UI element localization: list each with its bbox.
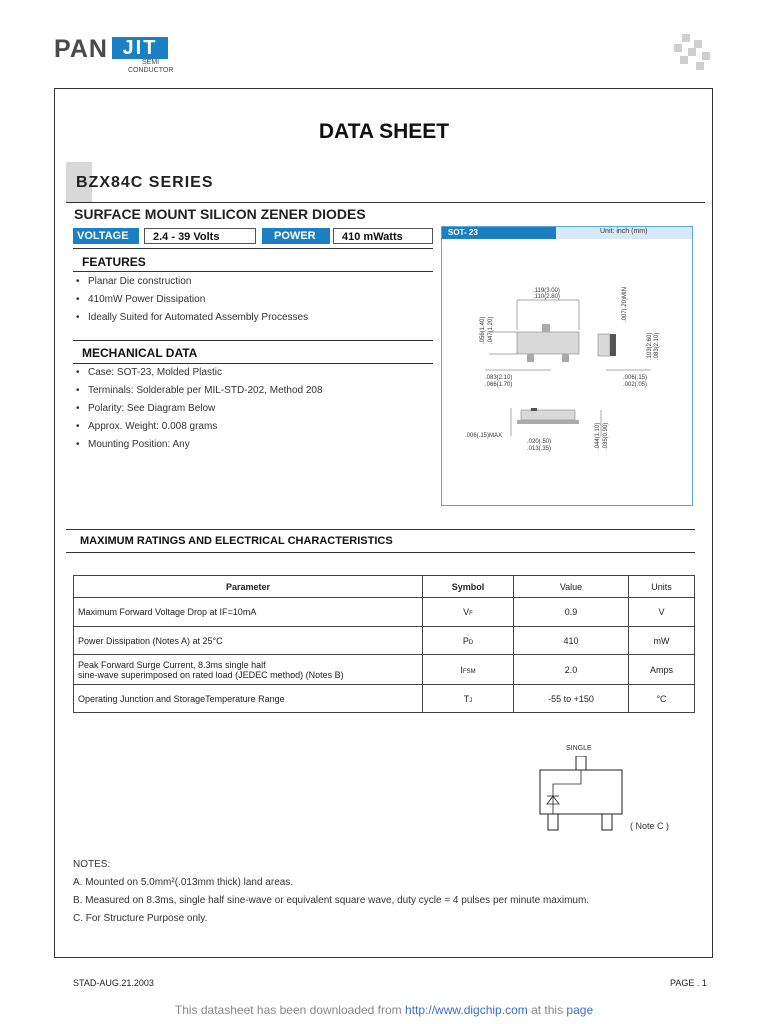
dim-label: .002(.05) (623, 382, 648, 388)
table-row (74, 627, 695, 655)
dim-label: .066(1.70) (485, 382, 513, 388)
symbol-cell: IFSM (423, 655, 514, 685)
list-item: • Ideally Suited for Automated Assembly Processes (76, 309, 436, 327)
ratings-table (73, 575, 695, 713)
package-name: SOT- 23 (442, 227, 556, 239)
power-label: POWER (262, 228, 330, 244)
features-list (76, 273, 436, 327)
list-item: • Approx. Weight: 0.008 grams (76, 418, 436, 436)
page-number: PAGE . 1 (670, 978, 707, 988)
list-item: • Terminals: Solderable per MIL-STD-202, Method 208 (76, 382, 436, 400)
package-lead (527, 354, 534, 362)
dim-label: .013(.35) (527, 446, 552, 452)
sot23-outline-drawing (441, 240, 693, 506)
value-cell: -55 to +150 (514, 685, 629, 713)
param-cell: Peak Forward Surge Current, 8.3ms single half sine-wave superimposed on rated load (JEDEC method) (Notes B) (74, 655, 423, 685)
divider (66, 202, 705, 203)
list-item: • Planar Die construction (76, 273, 436, 291)
product-subtitle: SURFACE MOUNT SILICON ZENER DIODES (74, 206, 366, 222)
diagram-label: SINGLE (566, 745, 592, 752)
table-row (74, 598, 695, 627)
voltage-label: VOLTAGE (73, 228, 139, 244)
dim-label: .035(0.90) (603, 422, 609, 450)
package-body-top (517, 332, 579, 354)
package-body-side (598, 334, 610, 356)
dim-label: .103(2.60) (647, 332, 653, 360)
digchip-link[interactable]: http://www.digchip.com (405, 1003, 528, 1017)
dim-label: .006(.15) (623, 375, 648, 381)
unit-cell: V (629, 598, 695, 627)
features-heading: FEATURES (82, 255, 146, 269)
param-cell: Power Dissipation (Notes A) at 25°C (74, 627, 423, 655)
logo-subtext: SEMI CONDUCTOR (128, 59, 174, 74)
list-item: • 410mW Power Dissipation (76, 291, 436, 309)
voltage-value: 2.4 - 39 Volts (144, 228, 256, 244)
column-header: Value (514, 576, 629, 598)
power-value: 410 mWatts (333, 228, 433, 244)
dim-label: .083(2.10) (654, 332, 660, 360)
logo-jit-badge: JIT (112, 37, 168, 59)
dim-label: .006(.15)MAX (465, 433, 503, 439)
param-cell: Maximum Forward Voltage Drop at IF=10mA (74, 598, 423, 627)
dim-label: .083(2.10) (485, 375, 513, 381)
symbol-cell: PD (423, 627, 514, 655)
dim-label: .007(.20)MIN (622, 286, 628, 322)
dim-label: .056(1.40) (480, 316, 486, 344)
single-zener-diagram (530, 756, 630, 836)
package-unit: Unit: inch (mm) (600, 228, 648, 235)
dim-label: .047(1.20) (488, 316, 494, 344)
diagram-note: ( Note C ) (630, 821, 670, 831)
max-ratings-heading: MAXIMUM RATINGS AND ELECTRICAL CHARACTERISTICS (80, 535, 393, 547)
package-lead (562, 354, 569, 362)
download-notice: This datasheet has been downloaded from http://www.digchip.com at this page (174, 1003, 594, 1017)
table-row (74, 655, 695, 685)
value-cell: 0.9 (514, 598, 629, 627)
mechanical-heading: MECHANICAL DATA (82, 346, 198, 360)
page-link[interactable]: page (566, 1003, 594, 1017)
list-item: • Polarity: See Diagram Below (76, 400, 436, 418)
note-c: C. For Structure Purpose only. (73, 913, 208, 924)
doc-code: STAD-AUG.21.2003 (73, 978, 154, 988)
notes-heading: NOTES: (73, 859, 111, 870)
logo-pan-text: PAN (54, 35, 108, 63)
package-lead (542, 324, 550, 332)
table-header-row (74, 576, 695, 598)
package-body-end (521, 410, 575, 420)
list-item: • Mounting Position: Any (76, 436, 436, 454)
divider (73, 271, 433, 272)
unit-cell: mW (629, 627, 695, 655)
symbol-cell: VF (423, 598, 514, 627)
unit-cell: Amps (629, 655, 695, 685)
param-cell: Operating Junction and StorageTemperature Range (74, 685, 423, 713)
notes-section (73, 856, 589, 928)
decorative-squares (652, 34, 712, 70)
divider (66, 552, 695, 553)
divider (73, 248, 433, 249)
dim-label: .110(2.80) (533, 294, 560, 300)
value-cell: 410 (514, 627, 629, 655)
table-row (74, 685, 695, 713)
dim-label: .020(.50) (527, 439, 552, 445)
dim-label: .044(1.10) (595, 422, 601, 450)
divider (73, 340, 433, 341)
value-cell: 2.0 (514, 655, 629, 685)
dim-label: .119(3.00) (533, 288, 560, 294)
divider (66, 529, 695, 530)
note-b: B. Measured on 8.3ms, single half sine-wave or equivalent square wave, duty cycle = 4 pulses per minute maximum. (73, 895, 590, 906)
symbol-cell: TJ (423, 685, 514, 713)
column-header: Symbol (423, 576, 514, 598)
mechanical-list (76, 364, 436, 454)
series-title: BZX84C SERIES (76, 174, 214, 191)
column-header: Units (629, 576, 695, 598)
list-item: • Case: SOT-23, Molded Plastic (76, 364, 436, 382)
column-header: Parameter (74, 576, 423, 598)
page-title: DATA SHEET (318, 120, 450, 143)
unit-cell: °C (629, 685, 695, 713)
note-a: A. Mounted on 5.0mm²(.013mm thick) land areas. (73, 877, 294, 888)
